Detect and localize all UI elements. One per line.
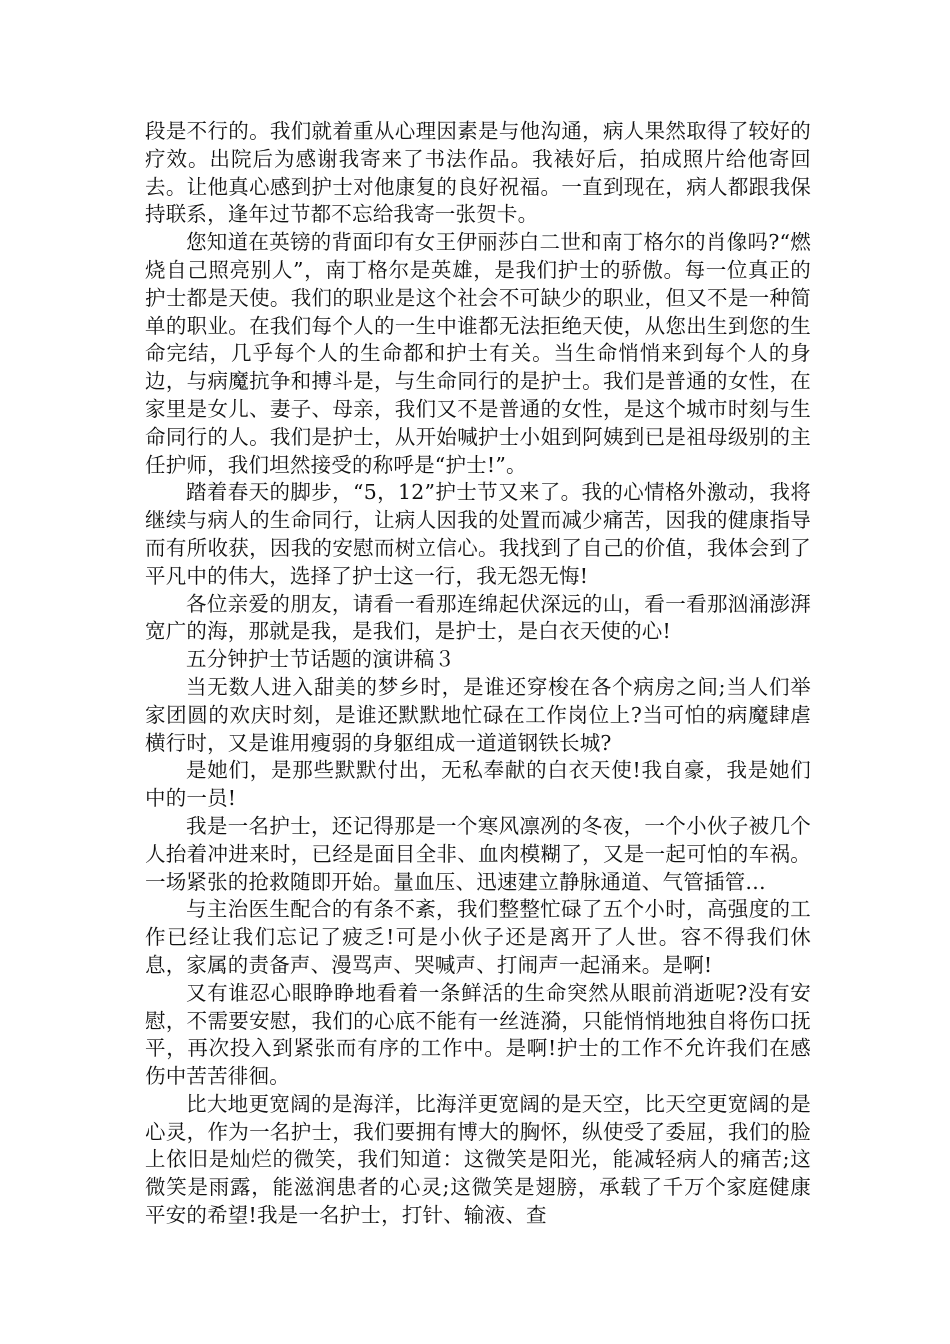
paragraph-10: 比大地更宽阔的是海洋，比海洋更宽阔的是天空，比天空更宽阔的是心灵，作为一名护士，我们要拥有博大的胸怀，纵使受了委屈，我们的脸上依旧是灿烂的微笑，我们知道：这微笑是阳光，能减轻病人的痛苦;这微笑是雨露，能滋润患者的心灵;这微笑是翅膀，承载了千万个家庭健康平安的希望!我是一名护士，打针、输液、查 xyxy=(145,1091,811,1228)
document-page xyxy=(145,118,811,1230)
section-heading: 五分钟护士节话题的演讲稿３ xyxy=(186,647,456,672)
paragraph-9: 又有谁忍心眼睁睁地看着一条鲜活的生命突然从眼前消逝呢?没有安慰，不需要安慰，我们的心底不能有一丝涟漪，只能悄悄地独自将伤口抚平，再次投入到紧张而有序的工作中。是啊!护士的工作不允许我们在感伤中苦苦徘徊。 xyxy=(145,980,811,1089)
paragraph-4: 各位亲爱的朋友，请看一看那连绵起伏深远的山，看一看那汹涌澎湃宽广的海，那就是我，是我们，是护士，是白衣天使的心! xyxy=(145,591,811,644)
paragraph-1: 段是不行的。我们就着重从心理因素是与他沟通，病人果然取得了较好的疗效。出院后为感谢我寄来了书法作品。我裱好后，拍成照片给他寄回去。让他真心感到护士对他康复的良好祝福。一直到现在，病人都跟我保持联系，逢年过节都不忘给我寄一张贺卡。 xyxy=(145,119,811,227)
paragraph-3: 踏着春天的脚步，“5，12”护士节又来了。我的心情格外激动，我将继续与病人的生命同行，让病人因我的处置而减少痛苦，因我的健康指导而有所收获，因我的安慰而树立信心。我找到了自己的价值，我体会到了平凡中的伟大，选择了护士这一行，我无怨无悔! xyxy=(145,480,811,588)
paragraph-7: 我是一名护士，还记得那是一个寒风凛冽的冬夜，一个小伙子被几个人抬着冲进来时，已经是面目全非、血肉模糊了，又是一起可怕的车祸。一场紧张的抢救随即开始。量血压、迅速建立静脉通道、气管插管… xyxy=(145,813,811,894)
paragraph-5: 当无数人进入甜美的梦乡时，是谁还穿梭在各个病房之间;当人们举家团圆的欢庆时刻，是谁还默默地忙碌在工作岗位上?当可怕的病魔肆虐横行时，又是谁用瘦弱的身躯组成一道道钢铁长城? xyxy=(145,674,811,755)
paragraph-6: 是她们，是那些默默付出，无私奉献的白衣天使!我自豪，我是她们中的一员! xyxy=(145,758,811,811)
paragraph-2: 您知道在英镑的背面印有女王伊丽莎白二世和南丁格尔的肖像吗?“燃烧自己照亮别人”，南丁格尔是英雄，是我们护士的骄傲。每一位真正的护士都是天使。我们的职业是这个社会不可缺少的职业，但又不是一种简单的职业。在我们每个人的一生中谁都无法拒绝天使，从您出生到您的生命完结，几乎每个人的生命都和护士有关。当生命悄悄来到每个人的身边，与病魔抗争和搏斗是，与生命同行的是护士。我们是普通的女性，在家里是女儿、妻子、母亲，我们又不是普通的女性，是这个城市时刻与生命同行的人。我们是护士，从开始喊护士小姐到阿姨到已是祖母级别的主任护师，我们坦然接受的称呼是“护士!”。 xyxy=(145,230,811,477)
paragraph-8: 与主治医生配合的有条不紊，我们整整忙碌了五个小时，高强度的工作已经让我们忘记了疲乏!可是小伙子还是离开了人世。容不得我们休息，家属的责备声、漫骂声、哭喊声、打闹声一起涌来。是啊! xyxy=(145,897,811,977)
